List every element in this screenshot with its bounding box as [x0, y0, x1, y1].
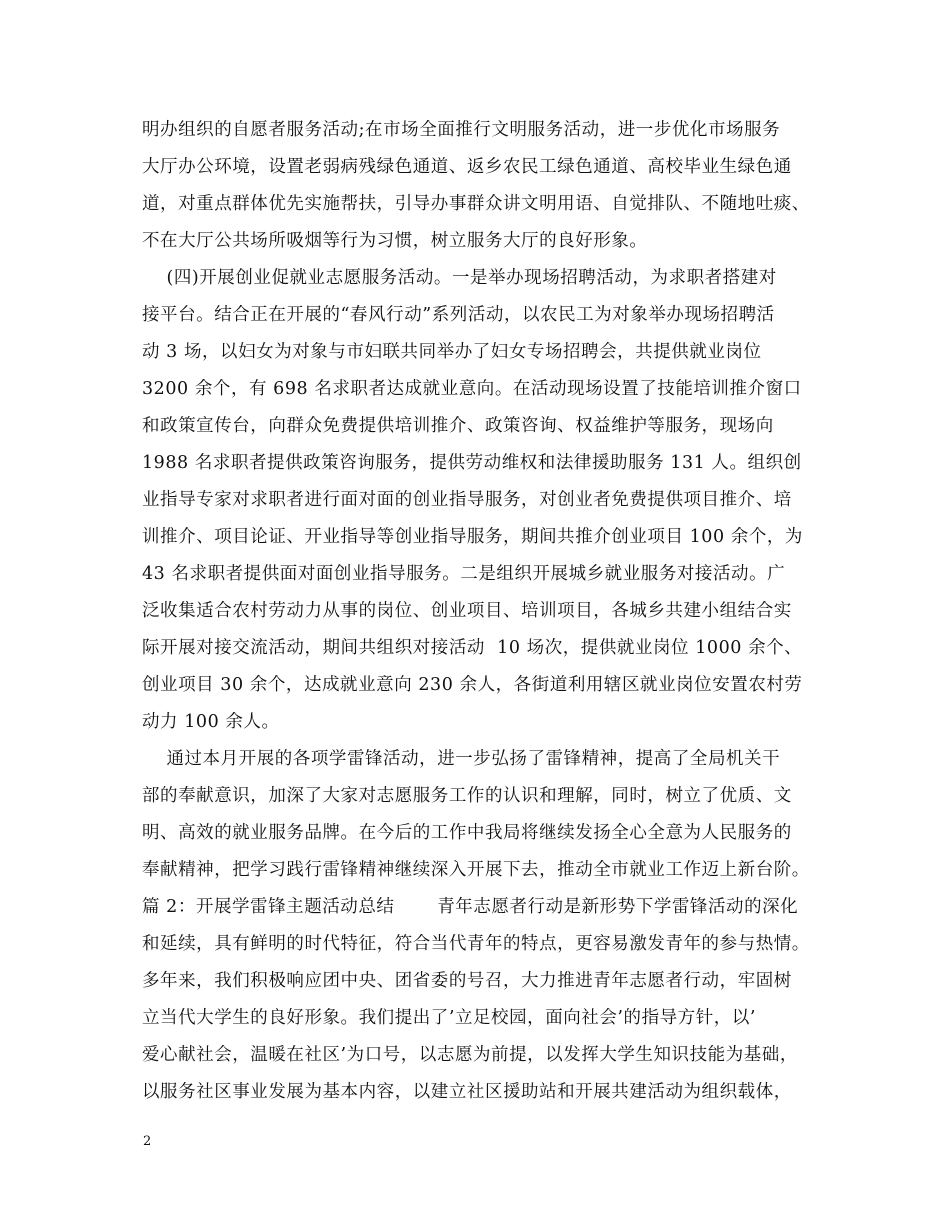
text-line: 篇 2：开展学雷锋主题活动总结 青年志愿者行动是新形势下学雷锋活动的深化	[142, 897, 799, 917]
text-line: 多年来，我们积极响应团中央、团省委的号召，大力推进青年志愿者行动，牢固树	[142, 971, 792, 991]
text-line: 和政策宣传台，向群众免费提供培训推介、政策咨询、权益维护等服务，现场向	[142, 416, 774, 436]
text-line: 1988 名求职者提供政策咨询服务，提供劳动维权和法律援助服务 131 人。组织创	[142, 453, 802, 473]
text-line: 接平台。结合正在开展的“春风行动”系列活动，以农民工为对象举办现场招聘活	[142, 305, 775, 325]
text-line: 道，对重点群体优先实施帮扶，引导办事群众讲文明用语、自觉排队、不随地吐痰、	[142, 194, 810, 214]
text-line: 爱心献社会，温暖在社区’为口号，以志愿为前提，以发挥大学生知识技能为基础，	[142, 1045, 798, 1065]
text-line: 奉献精神，把学习践行雷锋精神继续深入开展下去，推动全市就业工作迈上新台阶。	[142, 860, 810, 880]
text-line: 明办组织的自愿者服务活动;在市场全面推行文明服务活动，进一步优化市场服务	[142, 120, 781, 140]
text-line: 创业项目 30 余个，达成就业意向 230 余人，各街道利用辖区就业岗位安置农村劳	[142, 675, 803, 695]
text-line: 以服务社区事业发展为基本内容，以建立社区援助站和开展共建活动为组织载体，	[142, 1082, 792, 1102]
text-line: 动力 100 余人。	[142, 712, 280, 732]
text-line: (四)开展创业促就业志愿服务活动。一是举办现场招聘活动，为求职者搭建对	[142, 268, 777, 288]
text-line: 43 名求职者提供面对面创业指导服务。二是组织开展城乡就业服务对接活动。广	[142, 564, 786, 584]
text-line: 泛收集适合农村劳动力从事的岗位、创业项目、培训项目，各城乡共建小组结合实	[142, 601, 792, 621]
text-line: 部的奉献意识，加深了大家对志愿服务工作的认识和理解，同时，树立了优质、文	[142, 786, 792, 806]
page-number: 2	[143, 1134, 152, 1149]
text-line: 立当代大学生的良好形象。我们提出了’立足校园，面向社会’的指导方针，以’	[142, 1008, 756, 1028]
text-line: 训推介、项目论证、开业指导等创业指导服务，期间共推介创业项目 100 余个，为	[142, 527, 803, 547]
text-line: 动 3 场，以妇女为对象与市妇联共同举办了妇女专场招聘会，共提供就业岗位	[142, 342, 762, 362]
text-line: 和延续，具有鲜明的时代特征，符合当代青年的特点，更容易激发青年的参与热情。	[142, 934, 810, 954]
text-line: 大厅办公环境，设置老弱病残绿色通道、返乡农民工绿色通道、高校毕业生绿色通	[142, 157, 792, 177]
text-line: 际开展对接交流活动，期间共组织对接活动 10 场次，提供就业岗位 1000 余个、	[142, 638, 803, 658]
text-line: 明、高效的就业服务品牌。在今后的工作中我局将继续发扬全心全意为人民服务的	[142, 823, 792, 843]
text-line: 业指导专家对求职者进行面对面的创业指导服务，对创业者免费提供项目推介、培	[142, 490, 792, 510]
text-line: 通过本月开展的各项学雷锋活动，进一步弘扬了雷锋精神，提高了全局机关干	[142, 749, 781, 769]
text-line: 不在大厅公共场所吸烟等行为习惯，树立服务大厅的良好形象。	[142, 231, 648, 251]
text-line: 3200 余个，有 698 名求职者达成就业意向。在活动现场设置了技能培训推介窗口	[142, 379, 802, 399]
